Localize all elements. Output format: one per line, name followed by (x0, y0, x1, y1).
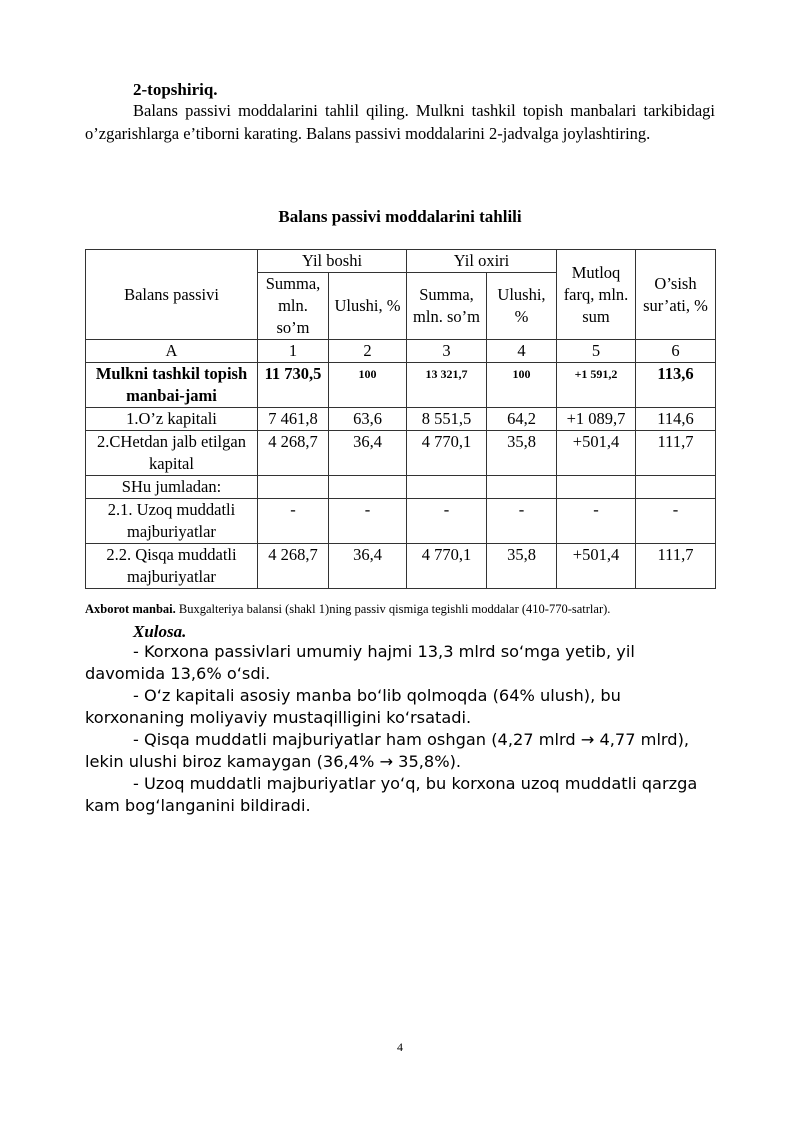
table-cell (636, 476, 716, 499)
table-cell: 13 321,7 (407, 363, 487, 408)
table-row (86, 363, 716, 408)
table-cell: Mulkni tashkil topish manbai-jami (86, 363, 258, 408)
header-year-start: Yil boshi (258, 250, 407, 273)
table-cell: +1 591,2 (557, 363, 636, 408)
table-cell: SHu jumladan: (86, 476, 258, 499)
conclusion-heading: Xulosa. (133, 622, 187, 641)
table-cell: - (258, 499, 329, 544)
table-cell: 113,6 (636, 363, 716, 408)
task-text: Balans passivi moddalarini tahlil qiling. Mulkni tashkil topish manbalari tarkibidagi o’zgarishlarga e’tiborni karating. Balans passivi moddalarini 2-jadvalga joylashtiring. (85, 101, 715, 143)
table-cell: 1 (258, 340, 329, 363)
header-growth: O’sish sur’ati, % (636, 250, 716, 340)
header-abs-diff: Mutloq farq, mln. sum (557, 250, 636, 340)
table-cell: 114,6 (636, 408, 716, 431)
task-heading: 2-topshiriq. (133, 80, 218, 99)
header-sum-end: Summa, mln. so’m (407, 273, 487, 340)
conclusion-point: - O‘z kapitali asosiy manba bo‘lib qolmoqda (64% ulush), bu korxonaning moliyaviy mustaqilligini ko‘rsatadi. (85, 686, 621, 727)
table-cell (407, 476, 487, 499)
source-note-label: Axborot manbai. (85, 602, 176, 616)
table-cell: 36,4 (329, 431, 407, 476)
table-cell: 4 268,7 (258, 544, 329, 589)
table-cell: 5 (557, 340, 636, 363)
table-cell: 35,8 (487, 431, 557, 476)
table-cell: 63,6 (329, 408, 407, 431)
table-row (86, 544, 716, 589)
table-cell: 2.2. Qisqa muddatli majburiyatlar (86, 544, 258, 589)
table-cell: - (329, 499, 407, 544)
table-title: Balans passivi moddalarini tahlili (278, 207, 522, 226)
header-share-start: Ulushi, % (329, 273, 407, 340)
source-note (85, 602, 610, 617)
table-cell: +501,4 (557, 431, 636, 476)
table-row (86, 408, 716, 431)
table-row (86, 431, 716, 476)
table-cell: 3 (407, 340, 487, 363)
table-row (86, 499, 716, 544)
table-cell: 4 (487, 340, 557, 363)
table-cell: 35,8 (487, 544, 557, 589)
table-cell: 36,4 (329, 544, 407, 589)
table-cell: 4 268,7 (258, 431, 329, 476)
table-cell: 2.1. Uzoq muddatli majburiyatlar (86, 499, 258, 544)
table-cell: 1.O’z kapitali (86, 408, 258, 431)
page-number: 4 (397, 1040, 403, 1054)
table-cell: 8 551,5 (407, 408, 487, 431)
table-cell: 100 (329, 363, 407, 408)
table-cell: 4 770,1 (407, 431, 487, 476)
table-cell: 2.CHetdan jalb etilgan kapital (86, 431, 258, 476)
header-item: Balans passivi (86, 250, 258, 340)
conclusion-body (85, 641, 715, 817)
header-share-end: Ulushi, % (487, 273, 557, 340)
table-cell: +1 089,7 (557, 408, 636, 431)
table-cell: 100 (487, 363, 557, 408)
table-cell: 64,2 (487, 408, 557, 431)
table-cell: 111,7 (636, 431, 716, 476)
table-cell: 6 (636, 340, 716, 363)
table-cell: 2 (329, 340, 407, 363)
header-year-end: Yil oxiri (407, 250, 557, 273)
table-cell: - (407, 499, 487, 544)
index-row (86, 340, 716, 363)
table-cell: 7 461,8 (258, 408, 329, 431)
balance-liabilities-table (85, 249, 716, 589)
source-note-text: Buxgalteriya balansi (shakl 1)ning passiv qismiga tegishli moddalar (410-770-satrlar). (178, 602, 611, 616)
conclusion-point: - Uzoq muddatli majburiyatlar yo‘q, bu korxona uzoq muddatli qarzga kam bog‘langanini bildiradi. (85, 774, 698, 815)
conclusion-point: - Korxona passivlari umumiy hajmi 13,3 mlrd so‘mga yetib, yil davomida 13,6% o‘sdi. (85, 642, 635, 683)
table-cell: A (86, 340, 258, 363)
table-cell (258, 476, 329, 499)
table-cell: - (487, 499, 557, 544)
table-cell: - (636, 499, 716, 544)
table-cell: - (557, 499, 636, 544)
table-cell: 4 770,1 (407, 544, 487, 589)
table-cell: 11 730,5 (258, 363, 329, 408)
table-cell (487, 476, 557, 499)
table-row (86, 476, 716, 499)
table-cell (329, 476, 407, 499)
table-cell (557, 476, 636, 499)
table-cell: +501,4 (557, 544, 636, 589)
header-sum-start: Summa, mln. so’m (258, 273, 329, 340)
conclusion-point: - Qisqa muddatli majburiyatlar ham oshgan (4,27 mlrd → 4,77 mlrd), lekin ulushi biroz kamaygan (36,4% → 35,8%). (85, 730, 690, 771)
table-cell: 111,7 (636, 544, 716, 589)
